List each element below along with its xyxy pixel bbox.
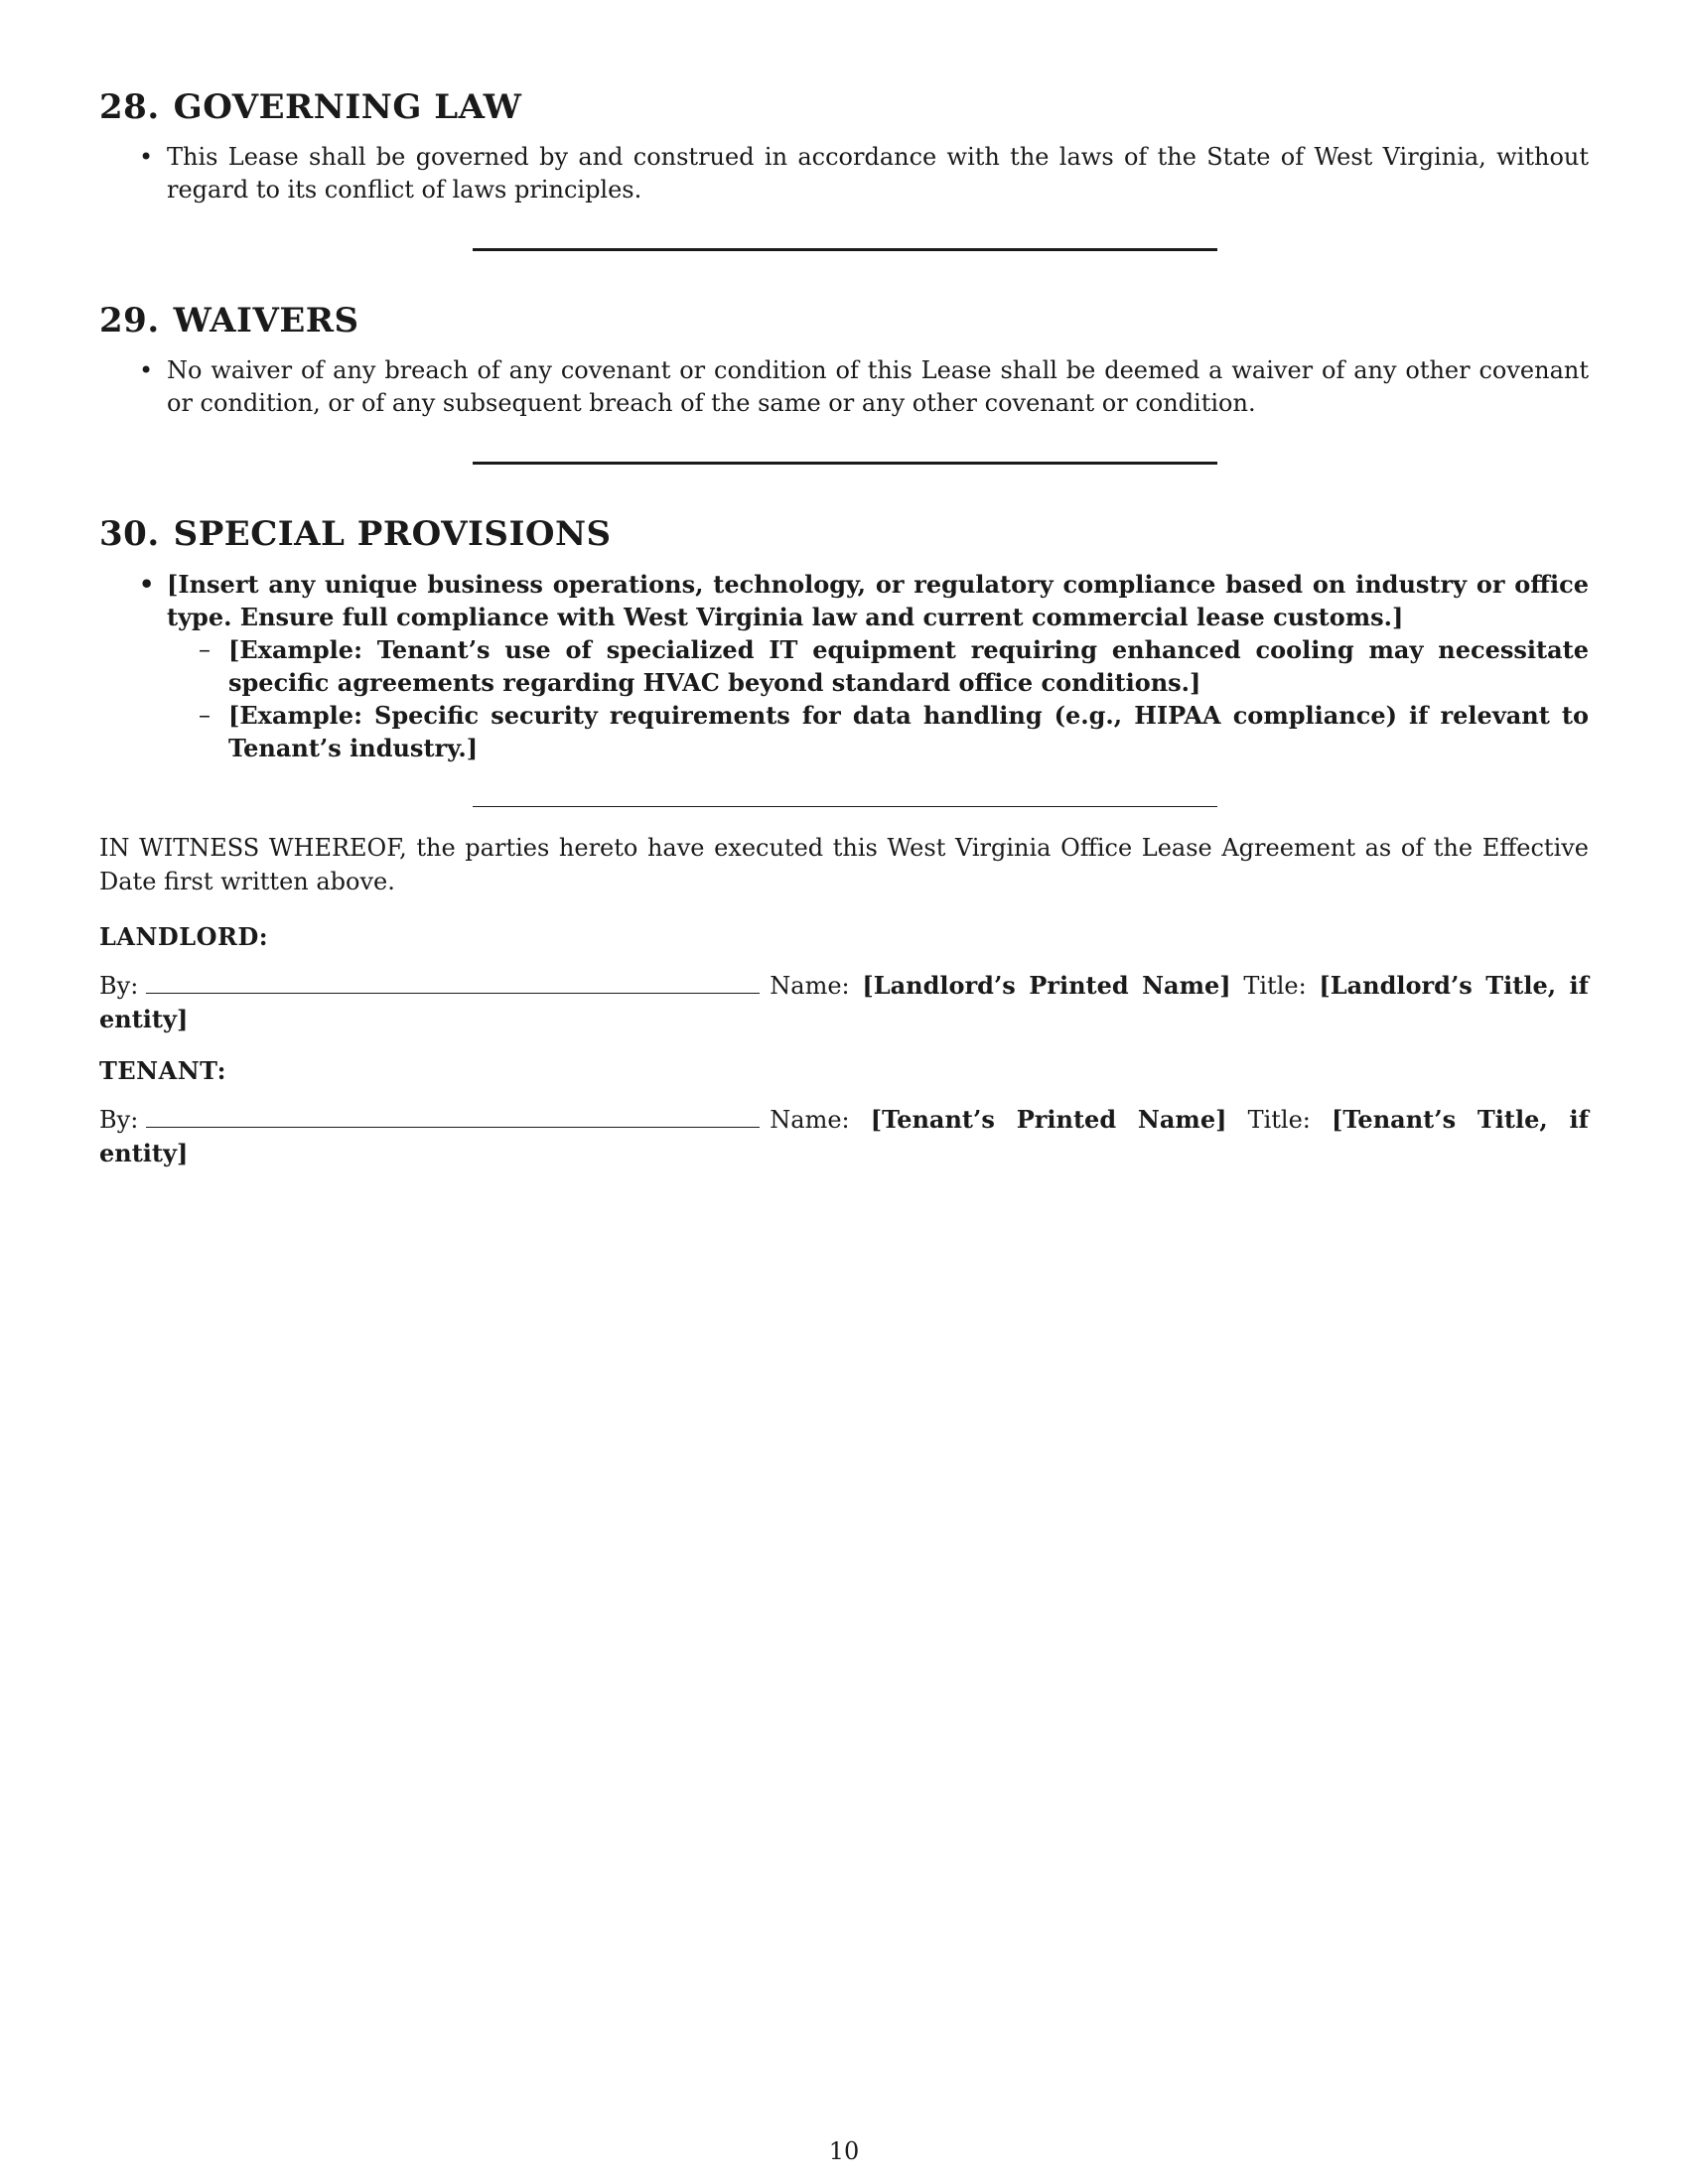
section-divider [473,462,1217,465]
list-item: • No waiver of any breach of any covenant or condition of this Lease shall be deemed a waiver of any other covenant or condition, or of any subsequent breach of the same or any other covenant or condition. [167,354,1589,420]
section-special-provisions [99,514,1589,807]
section-waivers [99,301,1589,465]
section-title: SPECIAL PROVISIONS [173,514,612,554]
list-item [167,568,1589,764]
witness-statement: IN WITNESS WHEREOF, the parties hereto have executed this West Virginia Office Lease Agreement as of the Effective Date first written above. [99,834,1589,895]
section-divider [473,248,1217,251]
section-title: GOVERNING LAW [173,87,522,127]
section-title: WAIVERS [173,301,359,341]
tenant-title-placeholder: [Tenant’s Title, if entity] [99,1105,1590,1167]
tenant-signature-line[interactable] [146,1109,760,1128]
sub-list-item: – [Example: Tenant’s use of specialized IT equipment requiring enhanced cooling may necessitate specific agreements regarding HVAC beyond standard office conditions.] [228,633,1589,699]
by-label: By: [99,1106,139,1134]
section-governing-law [99,87,1589,251]
list-item-text: [Insert any unique business operations, technology, or regulatory compliance based on industry or office type. Ensure full compliance with West Virginia law and current commercial lease customs.] [167,570,1589,631]
sub-list-item: – [Example: Specific security requirements for data handling (e.g., HIPAA compliance) if relevant to Tenant’s industry.] [228,699,1589,764]
page-number: 10 [828,2137,860,2165]
document-page [99,87,1589,1170]
title-label: Title: [1247,1106,1311,1134]
section-number: 28. [99,87,160,127]
bullet-list [99,568,1589,764]
section-divider [473,806,1217,807]
sub-list [167,633,1589,764]
tenant-label: TENANT: [99,1056,227,1085]
list-item: • This Lease shall be governed by and construed in accordance with the laws of the State of West Virginia, without regard to its conflict of laws principles. [167,141,1589,206]
section-number: 30. [99,514,160,554]
name-label: Name: [770,1106,850,1134]
tenant-signature-block [99,1103,1589,1170]
section-number: 29. [99,301,160,341]
bullet-list [99,354,1589,420]
landlord-signature-line[interactable] [146,975,760,994]
section-heading [99,87,1589,127]
landlord-title-placeholder: [Landlord’s Title, if entity] [99,971,1589,1033]
section-heading [99,514,1589,554]
by-label: By: [99,972,139,1000]
tenant-name-placeholder: [Tenant’s Printed Name] [870,1105,1227,1134]
bullet-list [99,141,1589,206]
landlord-signature-block [99,969,1589,1036]
title-label: Title: [1243,972,1307,1000]
section-heading [99,301,1589,341]
landlord-name-placeholder: [Landlord’s Printed Name] [862,971,1231,1000]
name-label: Name: [770,972,850,1000]
landlord-label: LANDLORD: [99,922,269,951]
